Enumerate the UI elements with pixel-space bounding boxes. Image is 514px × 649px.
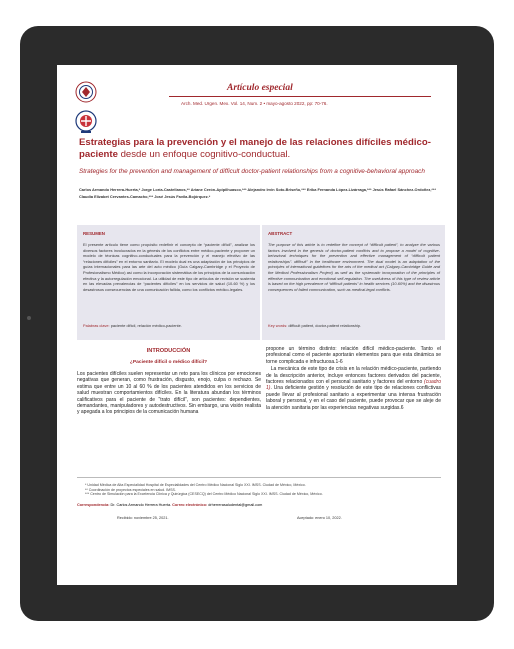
intro-heading: INTRODUCCIÓN bbox=[146, 348, 191, 354]
journal-citation: Arch. Med. Urgen. Mex. Vol. 14, Num. 2 • mayo-agosto 2022, pp: 70-76. bbox=[181, 101, 328, 106]
abstract-body: The purpose of this article is to redefine the concept of “difficult patient”, to analyze the various factors involved in the genesis of doctor-patient conflicts and to propose a model of cognitive-behavioral techniques for the prevention and effective management of “difficult patient relationships”. difficult” in the healthcare environment. The dual model is an adaptation of the principles of international guidelines for the arts of the medical act (Calgary-Cambridge Guide and the Medical Professionalism Project) as well as the systematic incorporation of the principles of effective communication and emotional self-regulation. The usefulness of this type of review article is based on the high prevalence of “difficult patients” in health services (10-60%) and the disastrous consequences of failed communication, such as medical-legal conflicts. bbox=[268, 242, 440, 292]
article-page[interactable] bbox=[57, 65, 457, 585]
affiliation: * Unidad Médica de Alta Especialidad Hospital de Especialidades del Centro Médico Nacional Siglo XXI. IMSS. Ciudad de México, México. bbox=[85, 483, 306, 487]
camera-dot bbox=[27, 316, 31, 320]
abstract-box bbox=[262, 225, 445, 340]
keywords-label: Palabras clave: bbox=[83, 323, 110, 328]
abstract-heading: ABSTRACT bbox=[268, 231, 293, 236]
section-label: Artículo especial bbox=[227, 83, 293, 93]
footnote-divider bbox=[77, 477, 441, 478]
affiliations bbox=[85, 483, 445, 497]
affiliation: *** Centro de Simulación para la Excelencia Clínica y Quirúrgica (CESECQ) del Centro Médico Nacional Siglo XXI. IMSS. Ciudad de México, México. bbox=[85, 492, 323, 497]
resumen-keywords bbox=[83, 323, 255, 328]
paragraph: propone un término distinto: relación difícil médico-paciente. Tanto el profesional como el paciente aportarán elementos para que esta dinámica se torne complicada e infructuosa.1-6 bbox=[266, 346, 441, 365]
resumen-box bbox=[77, 225, 260, 340]
paragraph-text: . Una deficiente gestión y resolución de este tipo de relaciones conflictivas puede llevar al profesional sanitario a experimentar una intensa frustración laboral y personal, y en el caso del paciente, puede provocar que se aleje de la atención sanitaria por las experiencias negativas surgidas.6 bbox=[266, 385, 441, 411]
correspondence-label: Correspondencia: bbox=[77, 503, 110, 507]
table-reference-link[interactable]: (cuadro 1) bbox=[266, 379, 441, 392]
author-list: Carlos Armando Herrera-Huerta,* Jorge Loría-Castellanos,** Ariane Cerón-Apipilhuasco,*** Alejandro Irvin Soto-Briseño,*** Erika Fernanda López-Lizárraga,*** Jesús Rafael Sánchez-Ordoñez,*** Claudia Elizabet Cervantes-Camacho,*** José Jesús Favila-Bojórquez.* bbox=[79, 187, 436, 199]
journal-crest-icon bbox=[75, 109, 97, 135]
abstract-keywords bbox=[268, 323, 440, 328]
resumen-body: El presente artículo tiene como propósito redefinir el concepto de “paciente difícil”, analizar los diversos factores involucrados en la génesis de los conflictos entre médico-paciente y proponer un modelo de técnicas cognitivo-conductuales para la prevención y el manejo efectivo de las “relaciones difíciles” en el entorno sanitario. El modelo dual es una adaptación de los principios de guías internacionales para las arte del acto médico (Guía Calgary-Cambridge y el Proyecto de Profesionalismo Médico) así como la incorporación sistemática de los principios de la comunicación efectiva y la autorregulación emocional. La utilidad de este tipo de artículos de revisión se sustenta en las elevadas prevalencias de “pacientes difíciles” en los servicios de salud (10-60 %) y los desastrosos consecuencias de una comunicación fallida, como los conflictos médico-legales. bbox=[83, 242, 255, 292]
keywords-text: paciente difícil, relación médico-paciente. bbox=[109, 323, 182, 328]
received-date: Recibido: noviembre 25, 2021. bbox=[117, 516, 169, 520]
email-label: Correo electrónico: bbox=[172, 503, 208, 507]
intro-column-right bbox=[266, 346, 441, 411]
paragraph bbox=[266, 366, 441, 411]
email-link[interactable]: drherrerasaludental@gmail.com bbox=[207, 503, 263, 507]
accepted-date: Aceptado: enero 10, 2022. bbox=[297, 516, 342, 520]
keywords-text: difficult patient, doctor-patient relationship. bbox=[287, 323, 362, 328]
header-divider bbox=[169, 96, 431, 97]
article-subtitle: Strategies for the prevention and management of difficult doctor-patient relationships from a cognitive-behavioral approach bbox=[79, 168, 425, 175]
correspondence-name: Dr. Carlos Armando Herrera Huerta. bbox=[109, 503, 173, 507]
society-logo-icon bbox=[75, 81, 97, 103]
resumen-heading: RESUMEN bbox=[83, 231, 105, 236]
intro-column-left: Los pacientes difíciles suelen representar un reto para los clínicos por emociones negativas que generan, como frustración, disgusto, enojo, culpa o rechazo. Se estima que entre un 10 al 60 % de los pacientes atendidos en los servicios de salud muestran comportamientos difíciles. En la literatura abundan los términos calificativos para el paciente de “trato difícil”, son pacientes: dependientes, demandantes, manipuladores y autodestructivos. Sin embargo, una visión realista y apegada a los principios de la comunicación humana bbox=[77, 371, 261, 416]
intro-subheading: ¿Paciente difícil o médico difícil? bbox=[129, 360, 208, 365]
title-bold: Estrategias para la prevención y el manejo de las relaciones difíciles médico-paciente bbox=[79, 137, 431, 160]
title-regular: desde un enfoque cognitivo-conductual. bbox=[120, 149, 291, 160]
correspondence bbox=[77, 503, 441, 507]
article-title bbox=[79, 137, 439, 161]
paragraph-text: La mecánica de este tipo de crisis en la relación médico-paciente, partiendo de la descripción anterior, incluye entonces factores derivados del paciente, factores relacionados con el personal sanitario y factores del entorno bbox=[266, 366, 442, 386]
affiliation: ** Coordinación de proyectos especiales en salud. IMSS. bbox=[85, 487, 176, 492]
keywords-label: Key words: bbox=[268, 323, 288, 328]
